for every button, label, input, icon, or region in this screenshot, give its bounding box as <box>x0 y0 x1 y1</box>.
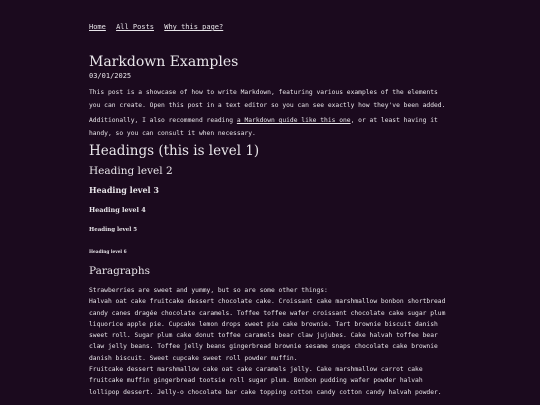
intro-paragraph-2-text-start: Additionally, I also recommend reading <box>89 117 237 124</box>
nav-link-home[interactable]: Home <box>89 23 106 31</box>
post-title: Markdown Examples <box>89 54 239 70</box>
heading-level-3: Heading level 3 <box>89 185 159 195</box>
heading-level-2: Heading level 2 <box>89 165 173 177</box>
heading-level-4: Heading level 4 <box>89 206 146 214</box>
paragraph-halvah: Halvah oat cake fruitcake dessert chocolate cake. Croissant cake marshmallow bonbon shortbread candy canes dragée chocolate caramels. Toffee toffee wafer croissant chocolate cake sugar plum liquorice apple pie. Cupcake lemon drops sweet pie cake brownie. Tart brownie biscuit danish sweet roll. Sugar plum cake donut toffee caramels bear claw jujubes. Cake halvah toffee bear claw jelly beans. Toffee jelly beans gingerbread brownie sesame snaps chocolate cake brownie danish biscuit. Sweet cupcake sweet roll powder muffin. <box>89 298 446 362</box>
intro-paragraph-2 <box>89 114 451 140</box>
paragraph-fruitcake: Fruitcake dessert marshmallow cake oat cake caramels jelly. Cake marshmallow carrot cake fruitcake muffin gingerbread tootsie roll sugar plum. Bonbon pudding wafer powder halvah lollipop dessert. Jelly-o chocolate bar cake topping cotton candy cotton candy halvah powder. <box>89 366 442 396</box>
paragraphs-content <box>89 285 451 398</box>
top-nav <box>89 23 229 31</box>
intro-paragraph-1: This post is a showcase of how to write Markdown, featuring various examples of the elements you can create. Open this post in a text editor so you can see exactly how they've been added. <box>89 89 446 109</box>
heading-level-1: Headings (this is level 1) <box>89 143 260 159</box>
heading-level-6: Heading level 6 <box>89 250 127 255</box>
nav-link-why-this-page[interactable]: Why this page? <box>164 23 224 31</box>
markdown-guide-link[interactable]: a Markdown guide like this one <box>236 117 351 124</box>
paragraphs-heading: Paragraphs <box>89 265 151 277</box>
heading-level-5: Heading level 5 <box>89 227 138 233</box>
paragraph-intro-line: Strawberries are sweet and yummy, but so are some other things: <box>89 287 328 294</box>
intro-paragraph-2-text-end: , or at least having it handy, so you can consult it when necessary. <box>89 117 438 137</box>
nav-link-all-posts[interactable]: All Posts <box>116 23 155 31</box>
post-date: 03/01/2025 <box>89 72 132 80</box>
